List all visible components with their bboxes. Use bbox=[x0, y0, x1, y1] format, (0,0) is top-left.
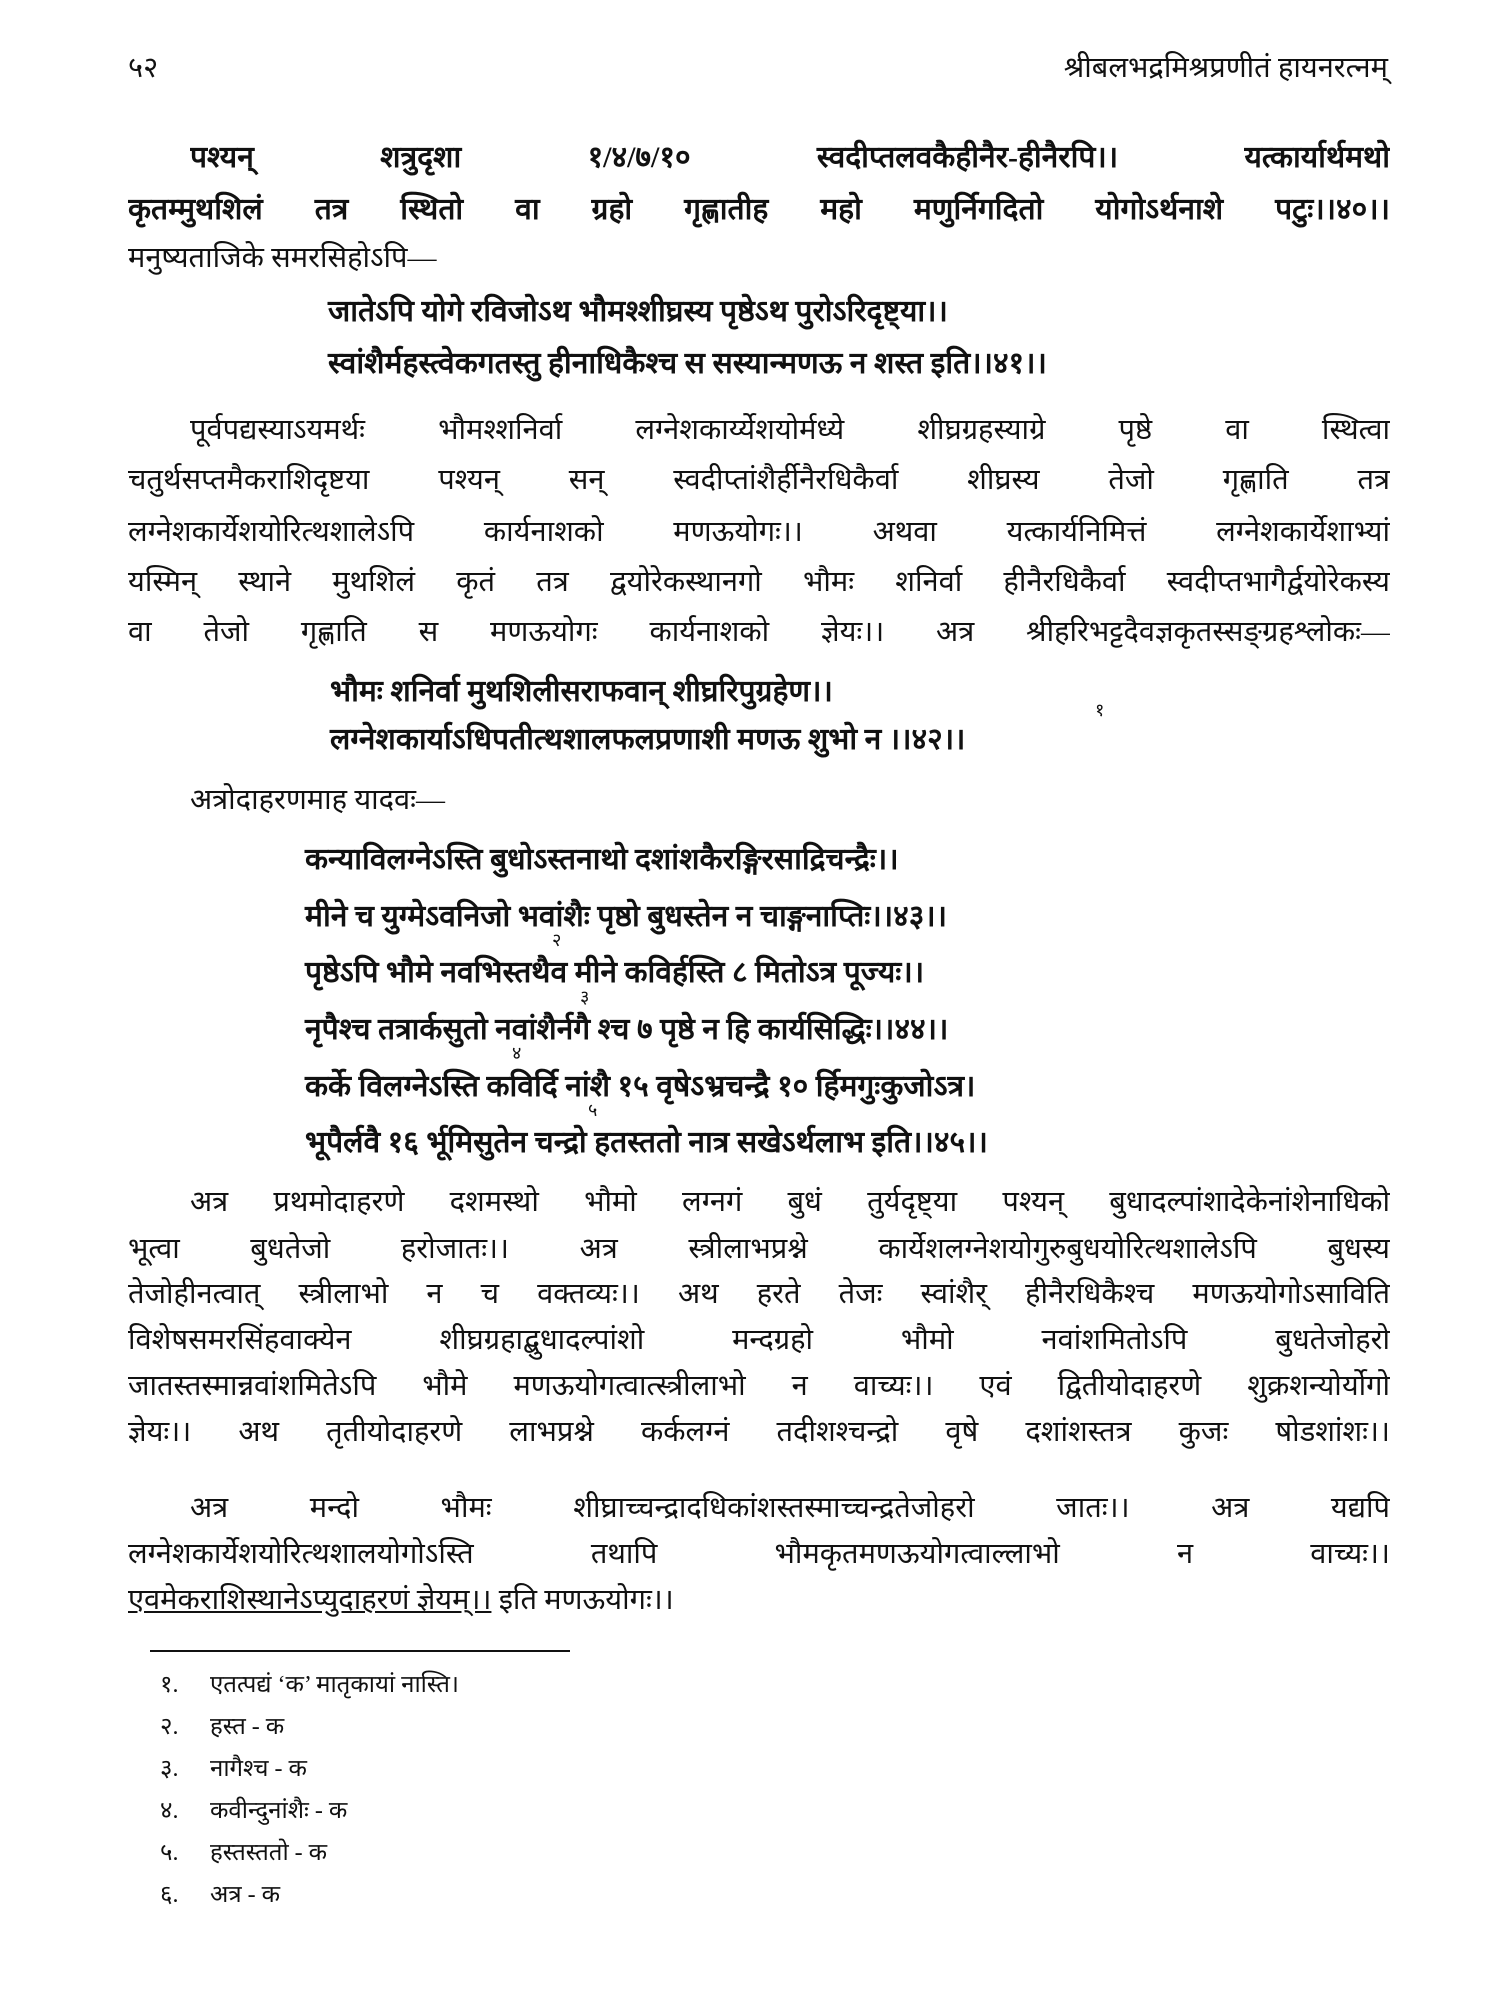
footnote-text: एतत्पद्यं ‘क’ मातृकायां नास्ति। bbox=[210, 1672, 459, 1698]
underlined-text: एवमेकराशिस्थानेऽप्युदाहरणं ज्ञेयम्।। bbox=[128, 1584, 492, 1616]
footnote-number: ६. bbox=[160, 1882, 179, 1908]
footnote-number: १. bbox=[160, 1672, 179, 1698]
prose-text: इति मणऊयोगः।। bbox=[491, 1584, 674, 1616]
prose-line: ज्ञेयः।। अथ तृतीयोदाहरणे लाभप्रश्ने कर्कलग्नं तदीशश्चन्द्रो वृषे दशांशस्तत्र कुजः षोडशांशः।। bbox=[128, 1416, 1390, 1448]
verse-line: मीने च युग्मेऽवनिजो भवांशैः पृष्ठो बुधस्तेन न चाङ्गनाप्तिः।।४३।। bbox=[305, 900, 948, 933]
prose-line: लग्नेशकार्येशयोरित्थशालेऽपि कार्यनाशको मणऊयोगः।। अथवा यत्कार्यनिमित्तं लग्नेशकार्येशाभ्यां bbox=[128, 516, 1390, 548]
footnote-item bbox=[160, 1794, 347, 1828]
verse-line: जातेऽपि योगे रविजोऽथ भौमश्शीघ्रस्य पृष्ठेऽथ पुरोऽरिदृष्ट्या।। bbox=[328, 295, 948, 328]
footnote-text: कवीन्दुनांशैः - क bbox=[210, 1798, 348, 1824]
footnote-marker: ५ bbox=[588, 1100, 598, 1120]
prose-line: चतुर्थसप्तमैकराशिदृष्टया पश्यन् सन् स्वदीप्तांशैर्हीनैरधिकैर्वा शीघ्रस्य तेजो गृह्णाति तत्र bbox=[128, 464, 1390, 496]
prose-line: तेजोहीनत्वात् स्त्रीलाभो न च वक्तव्यः।। अथ हरते तेजः स्वांशैर् हीनैरधिकैश्च मणऊयोगोऽसाविति bbox=[128, 1278, 1390, 1310]
prose-line: वा तेजो गृह्णाति स मणऊयोगः कार्यनाशको ज्ञेयः।। अत्र श्रीहरिभट्टदैवज्ञकृतस्सङ्ग्रहश्लोकः— bbox=[128, 616, 1390, 648]
verse-line: भौमः शनिर्वा मुथशिलीसराफवान् शीघ्ररिपुग्रहेण।। bbox=[330, 675, 833, 708]
verse-line: पृष्ठेऽपि भौमे नवभिस्तथैव मीने कविर्हस्ति ८ मितोऽत्र पूज्यः।। bbox=[305, 956, 925, 989]
prose-line: लग्नेशकार्येशयोरित्थशालयोगोऽस्ति तथापि भौमकृतमणऊयोगत्वाल्लाभो न वाच्यः।। bbox=[128, 1538, 1390, 1570]
intro-line: अत्रोदाहरणमाह यादवः— bbox=[190, 784, 446, 816]
footnote-item bbox=[160, 1752, 307, 1786]
verse-line: भूपैर्लवै १६ र्भूमिसुतेन चन्द्रो हतस्ततो नात्र सखेऽर्थलाभ इति।।४५।। bbox=[305, 1126, 988, 1159]
verse-line: कर्के विलग्नेऽस्ति कविर्दि नांशै १५ वृषेऽभ्रचन्द्रै १० र्हिमगुःकुजोऽत्र। bbox=[305, 1070, 976, 1103]
footnote-marker: ४ bbox=[512, 1043, 522, 1063]
footnote-number: ३. bbox=[160, 1756, 179, 1782]
intro-line: मनुष्यताजिके समरसिहोऽपि— bbox=[128, 242, 437, 274]
footnote-number: ४. bbox=[160, 1798, 179, 1824]
verse-line: कृतम्मुथशिलं तत्र स्थितो वा ग्रहो गृह्णातीह महो मणुर्निगदितो योगोऽर्थनाशे पटुः।।४०।। bbox=[128, 193, 1390, 226]
footnote-text: अत्र - क bbox=[210, 1882, 281, 1908]
page-number: ५२ bbox=[128, 52, 159, 84]
footnote-text: हस्त - क bbox=[210, 1714, 285, 1740]
footnote-divider bbox=[150, 1650, 570, 1652]
verse-line: पश्यन् शत्रुदृशा १/४/७/१० स्वदीप्तलवकैहीनैर-हीनैरपि।। यत्कार्यार्थमथो bbox=[190, 141, 1390, 174]
verse-line: लग्नेशकार्याऽधिपतीत्थशालफलप्रणाशी मणऊ शुभो न ।।४२।। bbox=[330, 723, 966, 756]
footnote-marker: १ bbox=[1095, 700, 1105, 720]
prose-line: अत्र प्रथमोदाहरणे दशमस्थो भौमो लग्नगं बुधं तुर्यदृष्ट्या पश्यन् बुधादल्पांशादेकेनांशेनाधिको bbox=[190, 1186, 1390, 1218]
prose-line: यस्मिन् स्थाने मुथशिलं कृतं तत्र द्वयोरेकस्थानगो भौमः शनिर्वा हीनैरधिकैर्वा स्वदीप्तभागैर्द्वयोरेकस्य bbox=[128, 566, 1390, 598]
footnote-item bbox=[160, 1710, 284, 1744]
prose-line bbox=[128, 1580, 674, 1620]
footnote-marker: २ bbox=[552, 930, 562, 950]
verse-line: कन्याविलग्नेऽस्ति बुधोऽस्तनाथो दशांशकैरङ्गिरसाद्रिचन्द्रैः।। bbox=[305, 843, 899, 876]
footnote-item bbox=[160, 1668, 459, 1702]
prose-line: विशेषसमरसिंहवाक्येन शीघ्रग्रहाद्बुधादल्पांशो मन्दग्रहो भौमो नवांशमितोऽपि बुधतेजोहरो bbox=[128, 1324, 1390, 1356]
verse-line: स्वांशैर्महस्त्वेकगतस्तु हीनाधिकैश्च स सस्यान्मणऊ न शस्त इति।।४१।। bbox=[328, 347, 1047, 380]
running-title: श्रीबलभद्रमिश्रप्रणीतं हायनरत्नम् bbox=[1063, 52, 1388, 84]
footnote-number: ५. bbox=[160, 1840, 179, 1866]
footnote-item bbox=[160, 1878, 280, 1912]
prose-line: अत्र मन्दो भौमः शीघ्राच्चन्द्रादधिकांशस्तस्माच्चन्द्रतेजोहरो जातः।। अत्र यद्यपि bbox=[190, 1492, 1390, 1524]
footnote-item bbox=[160, 1836, 327, 1870]
prose-line: जातस्तस्मान्नवांशमितेऽपि भौमे मणऊयोगत्वात्स्त्रीलाभो न वाच्यः।। एवं द्वितीयोदाहरणे शुक्रशन्योर्योगो bbox=[128, 1370, 1390, 1402]
footnote-number: २. bbox=[160, 1714, 179, 1740]
verse-line: नृपैश्च तत्रार्कसुतो नवांशैर्नगै श्च ७ पृष्ठे न हि कार्यसिद्धिः।।४४।। bbox=[305, 1013, 949, 1046]
footnote-text: हस्तस्ततो - क bbox=[210, 1840, 328, 1866]
prose-line: पूर्वपद्यस्याऽयमर्थः भौमश्शनिर्वा लग्नेशकार्य्येशयोर्मध्ये शीघ्रग्रहस्याग्रे पृष्ठे वा स्थित्वा bbox=[190, 414, 1390, 446]
prose-line: भूत्वा बुधतेजो हरोजातः।। अत्र स्त्रीलाभप्रश्ने कार्येशलग्नेशयोगुरुबुधयोरित्थशालेऽपि बुधस्य bbox=[128, 1233, 1390, 1265]
footnote-text: नागैश्च - क bbox=[210, 1756, 307, 1782]
footnote-marker: ३ bbox=[580, 987, 590, 1007]
